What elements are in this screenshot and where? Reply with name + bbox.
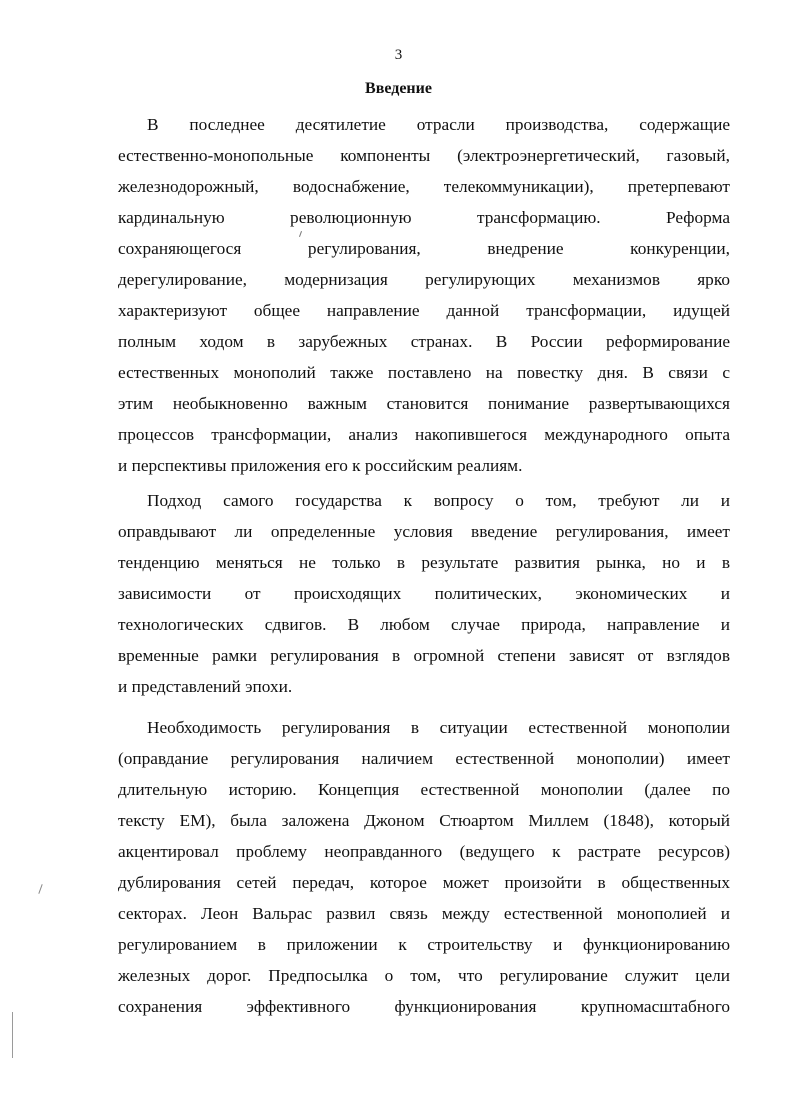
text-line: железнодорожный, водоснабжение, телекоммуникации), претерпевают <box>118 177 730 196</box>
text-line: технологических сдвигов. В любом случае природа, направление и <box>118 615 730 634</box>
scan-edge-line <box>12 1012 13 1058</box>
text-line: временные рамки регулирования в огромной степени зависят от взглядов <box>118 646 730 665</box>
text-line: регулированием в приложении к строительству и функционированию <box>118 935 730 954</box>
text-line: естественных монополий также поставлено на повестку дня. В связи с <box>118 363 730 382</box>
text-line: железных дорог. Предпосылка о том, что регулирование служит цели <box>118 966 730 985</box>
text-line: и представлений эпохи. <box>118 677 293 696</box>
document-body <box>118 109 730 1022</box>
text-line: длительную историю. Концепция естественной монополии (далее по <box>118 780 730 799</box>
text-line: секторах. Леон Вальрас развил связь между естественной монополией и <box>118 904 730 923</box>
text-line: сохранения эффективного функционирования крупномасштабного <box>118 997 730 1016</box>
paragraph-2 <box>118 485 730 702</box>
paragraph-1 <box>118 109 730 481</box>
text-line: Необходимость регулирования в ситуации естественной монополии <box>147 718 730 737</box>
text-line: тенденцию меняться не только в результате развития рынка, но и в <box>118 553 730 572</box>
text-line: зависимости от происходящих политических, экономических и <box>118 584 730 603</box>
text-line: полным ходом в зарубежных странах. В России реформирование <box>118 332 730 351</box>
text-line: сохраняющегося регулирования, внедрение конкуренции, <box>118 239 730 258</box>
text-line: тексту ЕМ), была заложена Джоном Стюартом Миллем (1848), который <box>118 811 730 830</box>
text-line: дерегулирование, модернизация регулирующих механизмов ярко <box>118 270 730 289</box>
text-line: дублирования сетей передач, которое может произойти в общественных <box>118 873 730 892</box>
text-line: и перспективы приложения его к российским реалиям. <box>118 456 523 475</box>
text-line: кардинальную революционную трансформацию. Реформа <box>118 208 730 227</box>
text-line: В последнее десятилетие отрасли производства, содержащие <box>147 115 730 134</box>
text-line: характеризуют общее направление данной трансформации, идущей <box>118 301 730 320</box>
paragraph-3 <box>118 712 730 1022</box>
text-line: оправдывают ли определенные условия введение регулирования, имеет <box>118 522 730 541</box>
scan-artifact-mark <box>38 884 42 894</box>
page-number: 3 <box>394 47 403 63</box>
text-line: процессов трансформации, анализ накопившегося международного опыта <box>118 425 730 444</box>
text-line: (оправдание регулирования наличием естественной монополии) имеет <box>118 749 730 768</box>
page-title: Введение <box>365 80 432 97</box>
text-line: естественно-монопольные компоненты (электроэнергетический, газовый, <box>118 146 730 165</box>
text-line: Подход самого государства к вопросу о том, требуют ли и <box>147 491 730 510</box>
text-line: этим необыкновенно важным становится понимание развертывающихся <box>118 394 730 413</box>
text-line: акцентировал проблему неоправданного (ведущего к растрате ресурсов) <box>118 842 730 861</box>
